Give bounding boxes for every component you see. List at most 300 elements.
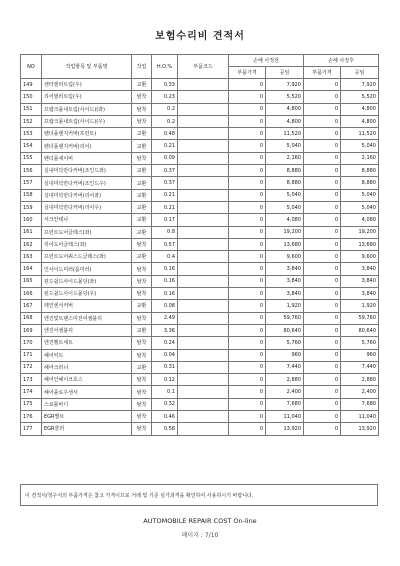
- before-labor: 5,520: [266, 91, 304, 103]
- before-part-price: 0: [229, 349, 266, 361]
- part-code: [178, 238, 229, 250]
- work-hours: 0.16: [152, 288, 178, 300]
- part-code: [178, 251, 229, 263]
- before-labor: 3,840: [266, 275, 304, 287]
- table-row: [21, 177, 379, 189]
- item-name: 펜더플랜지커버(프런트): [42, 128, 132, 140]
- work-hours: 2.49: [152, 312, 178, 324]
- header-after-part-price: 부품가격: [304, 67, 341, 79]
- after-part-price: 0: [304, 300, 341, 312]
- part-code: [178, 300, 229, 312]
- before-part-price: 0: [229, 115, 266, 127]
- part-code: [178, 189, 229, 201]
- header-work: 작업: [132, 55, 152, 79]
- after-labor: 7,680: [341, 398, 379, 410]
- after-labor: 7,920: [341, 79, 379, 91]
- before-part-price: 0: [229, 201, 266, 213]
- after-labor: 5,760: [341, 337, 379, 349]
- part-code: [178, 263, 229, 275]
- before-part-price: 0: [229, 140, 266, 152]
- work-hours: 0.46: [152, 411, 178, 423]
- item-name: 헤어익트: [42, 349, 132, 361]
- after-labor: 5,040: [341, 201, 379, 213]
- row-no: 167: [21, 300, 42, 312]
- table-row: [21, 300, 379, 312]
- header-before-labor: 공임: [266, 67, 304, 79]
- before-part-price: 0: [229, 423, 266, 435]
- before-part-price: 0: [229, 263, 266, 275]
- work-hours: 0.16: [152, 263, 178, 275]
- work-type: 교환: [132, 177, 152, 189]
- work-hours: 0.37: [152, 165, 178, 177]
- before-labor: 1,920: [266, 300, 304, 312]
- after-labor: 9,600: [341, 251, 379, 263]
- part-code: [178, 374, 229, 386]
- work-hours: 0.21: [152, 201, 178, 213]
- before-labor: 13,920: [266, 423, 304, 435]
- work-hours: 0.48: [152, 128, 178, 140]
- before-part-price: 0: [229, 374, 266, 386]
- table-row: [21, 128, 379, 140]
- item-name: 헤어플로우센서: [42, 386, 132, 398]
- before-labor: 4,800: [266, 103, 304, 115]
- table-row: [21, 91, 379, 103]
- table-row: [21, 361, 379, 373]
- work-type: 탈착: [132, 263, 152, 275]
- item-name: 펜더몰셰이버: [42, 152, 132, 164]
- item-name: 프런트도어쿼스드글래스(좌): [42, 251, 132, 263]
- row-no: 154: [21, 140, 42, 152]
- before-labor: 8,880: [266, 177, 304, 189]
- table-row: [21, 140, 379, 152]
- row-no: 149: [21, 79, 42, 91]
- work-type: 탈착: [132, 411, 152, 423]
- before-part-price: 0: [229, 214, 266, 226]
- part-code: [178, 177, 229, 189]
- row-no: 166: [21, 288, 42, 300]
- table-row: [21, 398, 379, 410]
- work-hours: 0.21: [152, 189, 178, 201]
- table-row: [21, 324, 379, 336]
- work-type: 교환: [132, 300, 152, 312]
- after-part-price: 0: [304, 374, 341, 386]
- table-row: [21, 263, 379, 275]
- after-part-price: 0: [304, 349, 341, 361]
- row-no: 152: [21, 115, 42, 127]
- work-type: 교환: [132, 165, 152, 177]
- after-labor: 2,160: [341, 152, 379, 164]
- header-after-labor: 공임: [341, 67, 379, 79]
- after-labor: 3,840: [341, 275, 379, 287]
- row-no: 160: [21, 214, 42, 226]
- before-labor: 7,440: [266, 361, 304, 373]
- row-no: 162: [21, 238, 42, 250]
- work-type: 교환: [132, 214, 152, 226]
- item-name: 엔진및트랜스미션어셈블리: [42, 312, 132, 324]
- after-part-price: 0: [304, 128, 341, 140]
- work-hours: 0.32: [152, 398, 178, 410]
- before-part-price: 0: [229, 91, 266, 103]
- header-part-code: 부품코드: [178, 55, 229, 79]
- before-labor: 5,040: [266, 201, 304, 213]
- work-type: 탈착: [132, 91, 152, 103]
- after-labor: 4,080: [341, 214, 379, 226]
- work-type: 교환: [132, 140, 152, 152]
- after-labor: 5,040: [341, 140, 379, 152]
- item-name: 서크안테나: [42, 214, 132, 226]
- work-hours: 0.17: [152, 214, 178, 226]
- before-part-price: 0: [229, 361, 266, 373]
- work-type: 탈착: [132, 337, 152, 349]
- row-no: 165: [21, 275, 42, 287]
- header-before-part-price: 부품가격: [229, 67, 266, 79]
- table-row: [21, 312, 379, 324]
- before-part-price: 0: [229, 288, 266, 300]
- before-labor: 7,680: [266, 398, 304, 410]
- item-name: 리어필러트림(우): [42, 91, 132, 103]
- before-labor: 5,040: [266, 140, 304, 152]
- part-code: [178, 386, 229, 398]
- item-name: 레인센서커버: [42, 300, 132, 312]
- part-code: [178, 312, 229, 324]
- work-hours: 0.33: [152, 79, 178, 91]
- row-no: 161: [21, 226, 42, 238]
- after-labor: 19,200: [341, 226, 379, 238]
- before-labor: 19,200: [266, 226, 304, 238]
- work-type: 탈착: [132, 152, 152, 164]
- after-part-price: 0: [304, 251, 341, 263]
- before-part-price: 0: [229, 165, 266, 177]
- row-no: 151: [21, 103, 42, 115]
- before-labor: 5,040: [266, 189, 304, 201]
- before-part-price: 0: [229, 275, 266, 287]
- item-name: 헤어크러너: [42, 361, 132, 373]
- table-row: [21, 165, 379, 177]
- after-labor: 11,040: [341, 411, 379, 423]
- before-part-price: 0: [229, 226, 266, 238]
- item-name: 실내미닥만다커버(리어우): [42, 201, 132, 213]
- item-name: 펜더플랜지커버(리어): [42, 140, 132, 152]
- part-code: [178, 201, 229, 213]
- part-code: [178, 226, 229, 238]
- item-name: 리어도어글래스(좌): [42, 238, 132, 250]
- before-part-price: 0: [229, 79, 266, 91]
- after-labor: 2,880: [341, 374, 379, 386]
- table-row: [21, 152, 379, 164]
- table-header: [21, 55, 379, 79]
- after-part-price: 0: [304, 288, 341, 300]
- table-row: [21, 288, 379, 300]
- work-hours: 0.24: [152, 337, 178, 349]
- work-hours: 0.04: [152, 349, 178, 361]
- after-labor: 960: [341, 349, 379, 361]
- after-labor: 13,680: [341, 238, 379, 250]
- row-no: 177: [21, 423, 42, 435]
- part-code: [178, 140, 229, 152]
- item-name: EGR밸브: [42, 411, 132, 423]
- work-type: 교환: [132, 361, 152, 373]
- after-part-price: 0: [304, 214, 341, 226]
- part-code: [178, 103, 229, 115]
- work-type: 교환: [132, 189, 152, 201]
- work-type: 탈착: [132, 398, 152, 410]
- part-code: [178, 152, 229, 164]
- item-name: 프램크몰내트림(사이드)(좌): [42, 103, 132, 115]
- row-no: 163: [21, 251, 42, 263]
- before-part-price: 0: [229, 300, 266, 312]
- table-row: [21, 275, 379, 287]
- before-part-price: 0: [229, 251, 266, 263]
- part-code: [178, 128, 229, 140]
- item-name: 프램크몰내트림(사이드)(우): [42, 115, 132, 127]
- part-code: [178, 79, 229, 91]
- before-labor: 80,640: [266, 324, 304, 336]
- before-part-price: 0: [229, 386, 266, 398]
- after-part-price: 0: [304, 177, 341, 189]
- table-row: [21, 386, 379, 398]
- row-no: 158: [21, 189, 42, 201]
- before-labor: 11,520: [266, 128, 304, 140]
- row-no: 168: [21, 312, 42, 324]
- part-code: [178, 398, 229, 410]
- item-name: 프런트도어글래스(좌): [42, 226, 132, 238]
- header-hours: H.O.%: [152, 55, 178, 79]
- work-type: 탈착: [132, 288, 152, 300]
- header-after-adjust: 손해 사정후: [304, 55, 379, 67]
- table-row: [21, 349, 379, 361]
- row-no: 155: [21, 152, 42, 164]
- table-row: [21, 103, 379, 115]
- after-part-price: 0: [304, 115, 341, 127]
- part-code: [178, 423, 229, 435]
- before-labor: 4,080: [266, 214, 304, 226]
- disclaimer-note: 이 견적서/청구서의 부품가격은 참고 가격이므로 거래 및 기준 심가과격을 확인하여 사용하시기 바랍니다.: [20, 484, 378, 506]
- before-labor: 2,160: [266, 152, 304, 164]
- before-labor: 4,800: [266, 115, 304, 127]
- part-code: [178, 115, 229, 127]
- work-type: 탈착: [132, 349, 152, 361]
- table-row: [21, 214, 379, 226]
- part-code: [178, 337, 229, 349]
- before-part-price: 0: [229, 177, 266, 189]
- work-type: 교환: [132, 251, 152, 263]
- item-name: 헤어인헤이크호스: [42, 374, 132, 386]
- work-hours: 0.09: [152, 152, 178, 164]
- item-name: 센터필러트림(우): [42, 79, 132, 91]
- work-type: 탈착: [132, 423, 152, 435]
- after-labor: 11,520: [341, 128, 379, 140]
- before-labor: 11,040: [266, 411, 304, 423]
- row-no: 174: [21, 386, 42, 398]
- after-labor: 5,520: [341, 91, 379, 103]
- work-type: 교환: [132, 128, 152, 140]
- table-row: [21, 374, 379, 386]
- before-part-price: 0: [229, 337, 266, 349]
- before-labor: 2,880: [266, 374, 304, 386]
- after-labor: 2,400: [341, 386, 379, 398]
- work-hours: 0.23: [152, 91, 178, 103]
- work-hours: 3.36: [152, 324, 178, 336]
- after-labor: 7,440: [341, 361, 379, 373]
- after-labor: 8,880: [341, 177, 379, 189]
- after-labor: 80,640: [341, 324, 379, 336]
- after-part-price: 0: [304, 386, 341, 398]
- table-row: [21, 251, 379, 263]
- header-before-adjust: 손해 사정전: [229, 55, 304, 67]
- work-hours: 0.8: [152, 226, 178, 238]
- part-code: [178, 349, 229, 361]
- row-no: 169: [21, 324, 42, 336]
- table-row: [21, 423, 379, 435]
- before-labor: 3,840: [266, 263, 304, 275]
- work-type: 교환: [132, 226, 152, 238]
- after-labor: 1,920: [341, 300, 379, 312]
- table-row: [21, 79, 379, 91]
- before-labor: 9,600: [266, 251, 304, 263]
- row-no: 157: [21, 177, 42, 189]
- row-no: 171: [21, 349, 42, 361]
- table-row: [21, 226, 379, 238]
- work-hours: 0.2: [152, 115, 178, 127]
- after-part-price: 0: [304, 324, 341, 336]
- table-row: [21, 189, 379, 201]
- table-row: [21, 115, 379, 127]
- document-title: 보험수리비 견적서: [155, 31, 245, 42]
- after-part-price: 0: [304, 152, 341, 164]
- before-labor: 7,920: [266, 79, 304, 91]
- row-no: 176: [21, 411, 42, 423]
- work-type: 탈착: [132, 386, 152, 398]
- work-hours: 0.37: [152, 177, 178, 189]
- table-row: [21, 238, 379, 250]
- item-name: 실내미닥만다커버(조인드좌): [42, 165, 132, 177]
- after-labor: 8,880: [341, 165, 379, 177]
- after-part-price: 0: [304, 165, 341, 177]
- before-labor: 13,680: [266, 238, 304, 250]
- item-name: 윈드쉴드사이드몰딩(우): [42, 288, 132, 300]
- work-type: 탈착: [132, 312, 152, 324]
- estimate-table: [20, 54, 379, 436]
- work-type: 탈착: [132, 275, 152, 287]
- row-no: 164: [21, 263, 42, 275]
- after-part-price: 0: [304, 312, 341, 324]
- work-hours: 0.16: [152, 275, 178, 287]
- after-part-price: 0: [304, 411, 341, 423]
- before-labor: 960: [266, 349, 304, 361]
- page-number: 페이지 : 7/10: [181, 532, 219, 539]
- item-name: 엔진벨트세트: [42, 337, 132, 349]
- after-labor: 13,920: [341, 423, 379, 435]
- row-no: 150: [21, 91, 42, 103]
- before-part-price: 0: [229, 128, 266, 140]
- row-no: 172: [21, 361, 42, 373]
- work-hours: 0.2: [152, 103, 178, 115]
- work-hours: 0.21: [152, 140, 178, 152]
- after-labor: 5,040: [341, 189, 379, 201]
- work-hours: 0.08: [152, 300, 178, 312]
- after-part-price: 0: [304, 337, 341, 349]
- work-type: 탈착: [132, 115, 152, 127]
- before-part-price: 0: [229, 152, 266, 164]
- row-no: 159: [21, 201, 42, 213]
- work-type: 탈착: [132, 103, 152, 115]
- before-part-price: 0: [229, 189, 266, 201]
- work-hours: 0.31: [152, 361, 178, 373]
- row-no: 173: [21, 374, 42, 386]
- item-name: EGR쿨러: [42, 423, 132, 435]
- after-part-price: 0: [304, 263, 341, 275]
- work-type: 교환: [132, 79, 152, 91]
- work-hours: 0.58: [152, 423, 178, 435]
- row-no: 153: [21, 128, 42, 140]
- table-row: [21, 411, 379, 423]
- before-part-price: 0: [229, 238, 266, 250]
- after-part-price: 0: [304, 79, 341, 91]
- after-part-price: 0: [304, 189, 341, 201]
- after-part-price: 0: [304, 103, 341, 115]
- part-code: [178, 214, 229, 226]
- header-item: 작업항목 및 부품명: [42, 55, 132, 79]
- after-part-price: 0: [304, 91, 341, 103]
- before-labor: 2,400: [266, 386, 304, 398]
- item-name: 실내미닥만다커버(조인드우): [42, 177, 132, 189]
- before-labor: 59,760: [266, 312, 304, 324]
- table-body: [21, 79, 379, 436]
- part-code: [178, 275, 229, 287]
- after-labor: 4,800: [341, 115, 379, 127]
- row-no: 170: [21, 337, 42, 349]
- after-part-price: 0: [304, 423, 341, 435]
- footer-brand: AUTOMOBILE REPAIR COST On-line: [143, 517, 257, 525]
- work-hours: 0.1: [152, 386, 178, 398]
- part-code: [178, 288, 229, 300]
- before-labor: 3,840: [266, 288, 304, 300]
- item-name: 엔진어셈블리: [42, 324, 132, 336]
- before-labor: 8,880: [266, 165, 304, 177]
- after-part-price: 0: [304, 275, 341, 287]
- work-hours: 0.12: [152, 374, 178, 386]
- part-code: [178, 165, 229, 177]
- row-no: 175: [21, 398, 42, 410]
- part-code: [178, 324, 229, 336]
- after-labor: 3,840: [341, 288, 379, 300]
- part-code: [178, 91, 229, 103]
- after-part-price: 0: [304, 226, 341, 238]
- part-code: [178, 411, 229, 423]
- row-no: 156: [21, 165, 42, 177]
- before-part-price: 0: [229, 398, 266, 410]
- part-code: [178, 361, 229, 373]
- after-labor: 59,760: [341, 312, 379, 324]
- before-labor: 5,760: [266, 337, 304, 349]
- before-part-price: 0: [229, 312, 266, 324]
- after-part-price: 0: [304, 201, 341, 213]
- after-labor: 3,840: [341, 263, 379, 275]
- item-name: 인사이드미러(룸미러): [42, 263, 132, 275]
- work-type: 교환: [132, 324, 152, 336]
- after-part-price: 0: [304, 398, 341, 410]
- item-name: 윈드쉴드사이드몰딩(좌): [42, 275, 132, 287]
- after-part-price: 0: [304, 238, 341, 250]
- work-hours: 0.4: [152, 251, 178, 263]
- after-part-price: 0: [304, 361, 341, 373]
- work-type: 탈착: [132, 374, 152, 386]
- table-row: [21, 201, 379, 213]
- after-labor: 4,800: [341, 103, 379, 115]
- work-type: 교환: [132, 201, 152, 213]
- before-part-price: 0: [229, 411, 266, 423]
- before-part-price: 0: [229, 324, 266, 336]
